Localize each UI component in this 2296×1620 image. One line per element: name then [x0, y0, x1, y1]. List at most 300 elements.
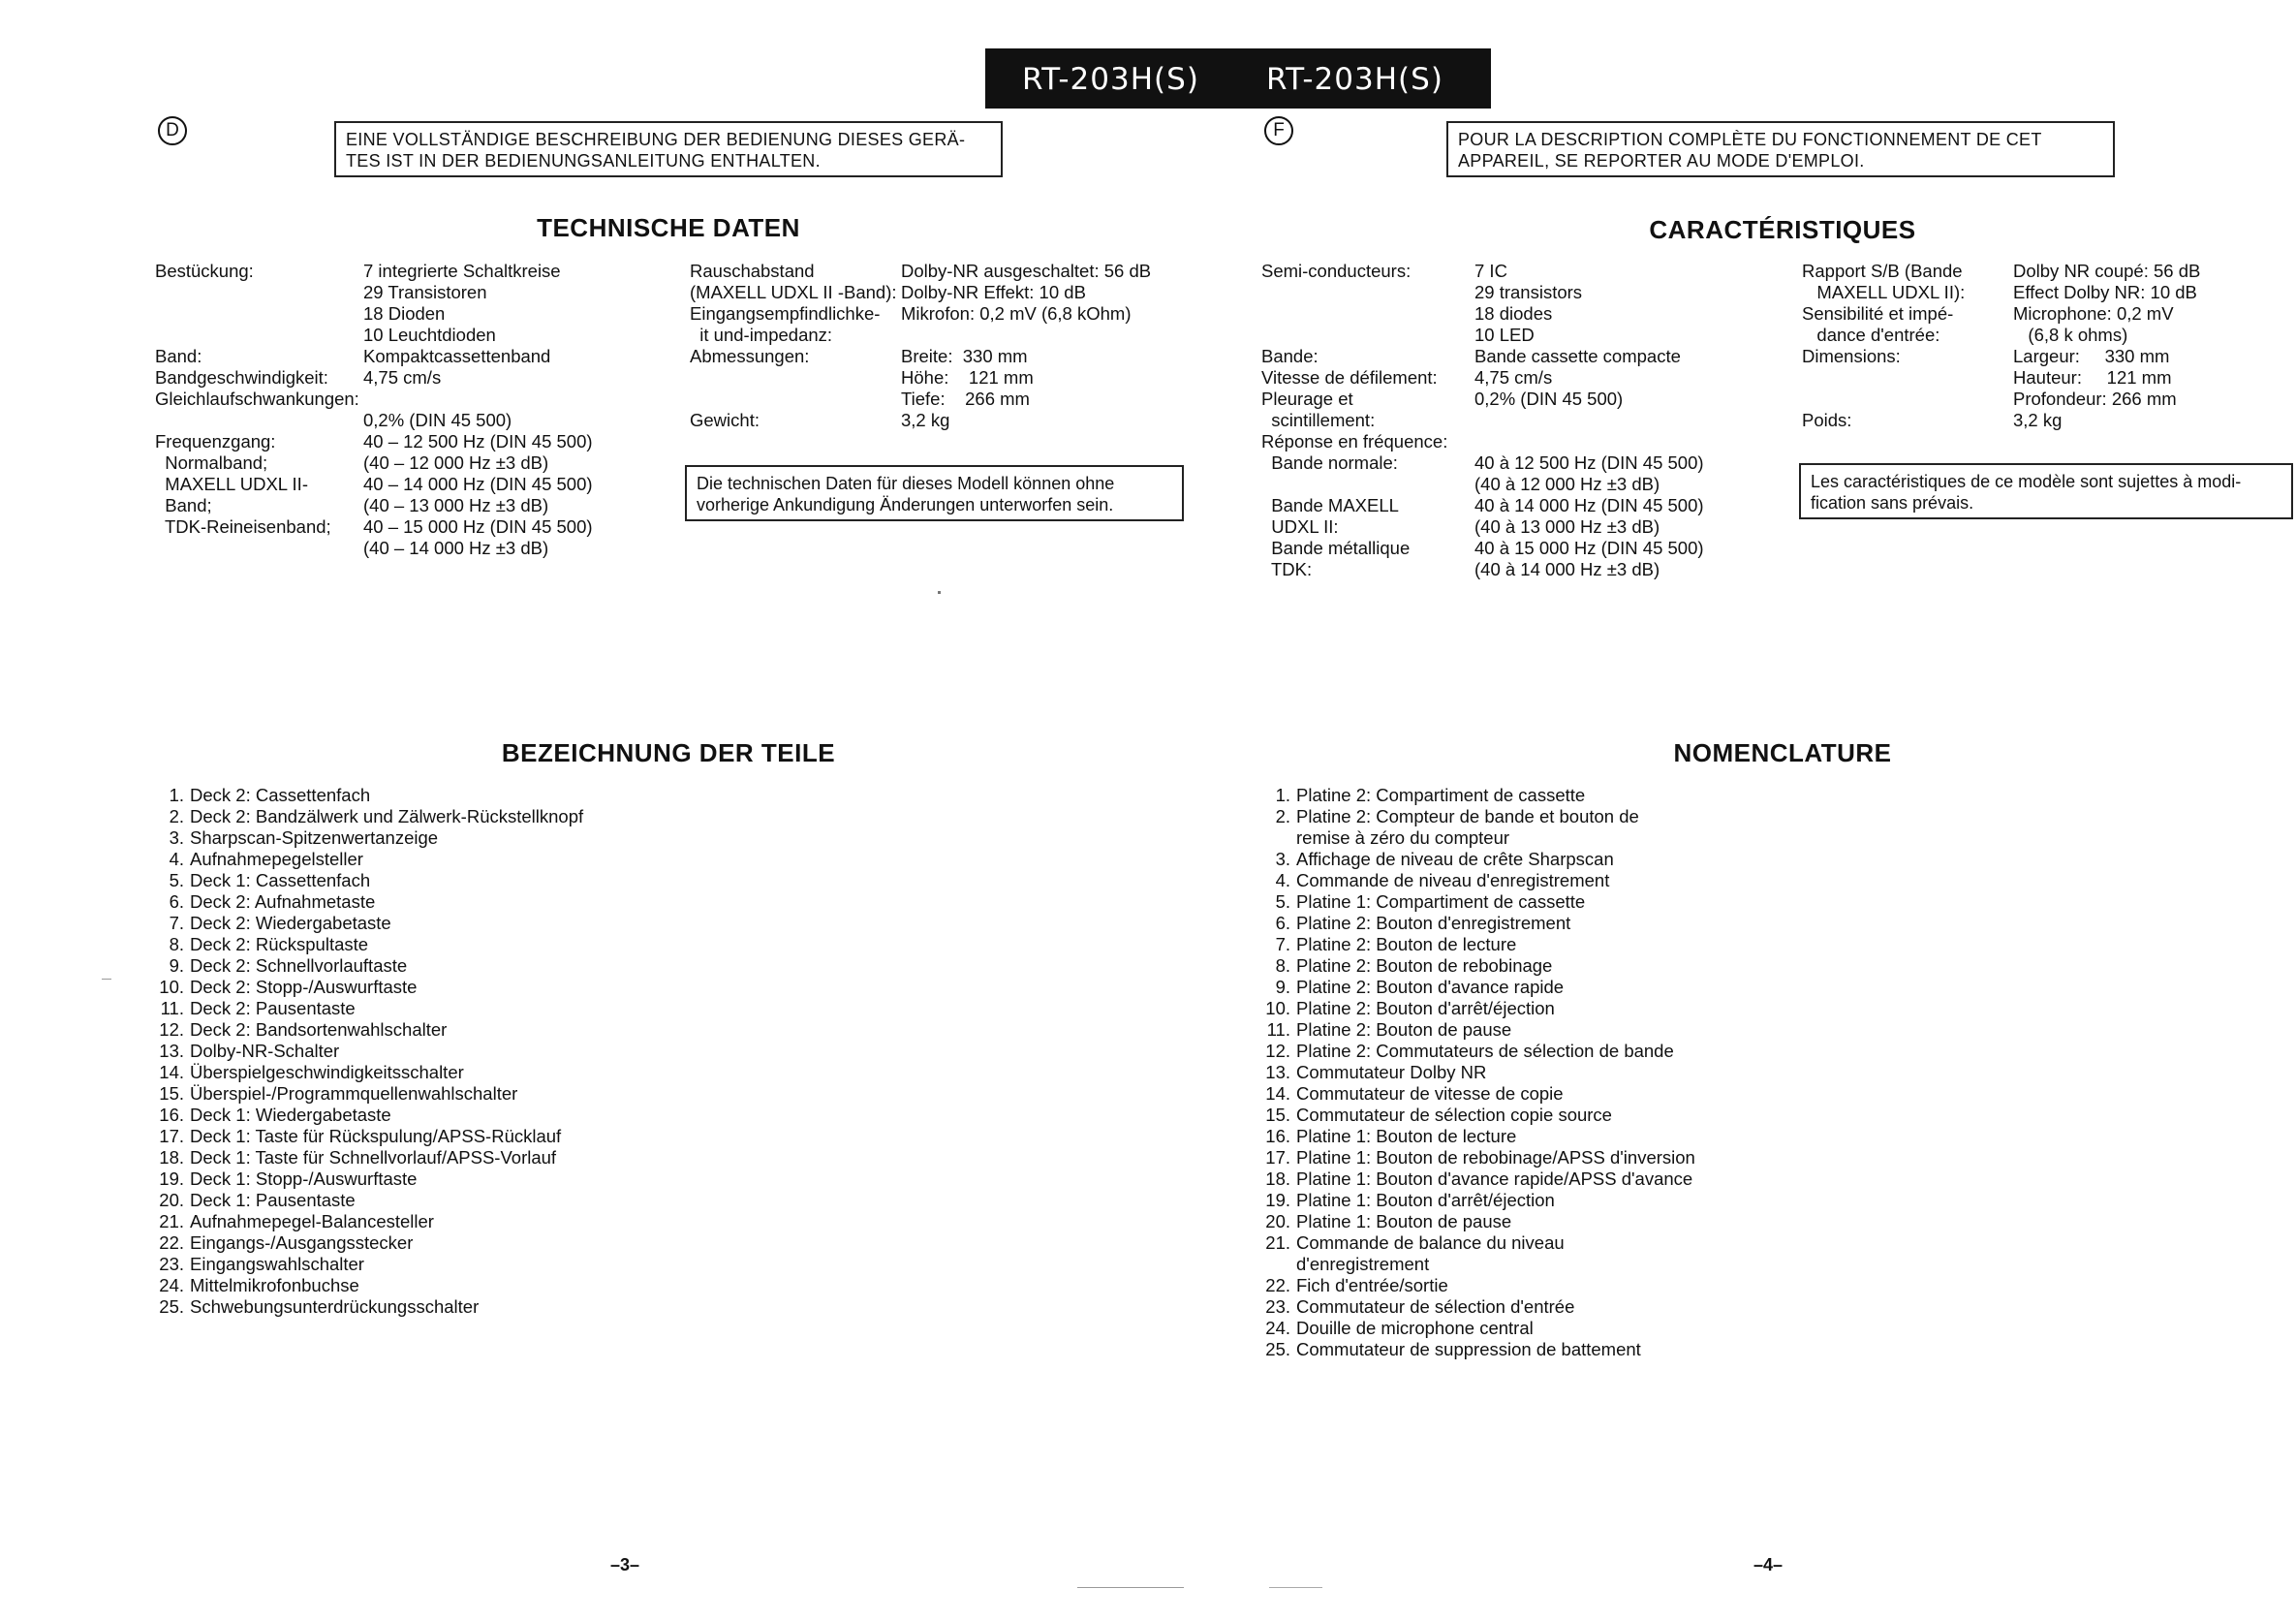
- list-item-number: 18.: [1265, 1168, 1290, 1189]
- list-item: [145, 1083, 746, 1105]
- spec-label: MAXELL UDXL II):: [1802, 282, 1966, 302]
- spec-row: [1261, 474, 1804, 495]
- list-item: [1252, 1339, 1872, 1360]
- list-item-number: 10.: [1265, 998, 1290, 1018]
- spec-label: Gleichlaufschwankungen:: [155, 389, 359, 409]
- spec-label: TDK-Reineisenband;: [155, 516, 331, 537]
- german-language-mark: D: [158, 116, 187, 145]
- german-specs-column-1: [155, 261, 659, 559]
- spec-value: (40 – 12 000 Hz ±3 dB): [363, 452, 549, 473]
- list-item-text: Platine 2: Compartiment de cassette: [1296, 785, 1586, 805]
- spec-row: [155, 431, 659, 452]
- spec-row: [155, 474, 659, 495]
- list-item-number: 11.: [1266, 1019, 1290, 1040]
- spec-row: [690, 367, 1194, 389]
- list-item-number: 24.: [159, 1275, 184, 1295]
- list-item-text: Schwebungsunterdrückungsschalter: [190, 1296, 480, 1317]
- list-item: [1252, 998, 1872, 1019]
- spec-row: [1261, 452, 1804, 474]
- list-item-text: Deck 2: Schnellvorlauftaste: [190, 955, 408, 976]
- list-item: [1252, 955, 1872, 977]
- list-item-text: Deck 1: Pausentaste: [190, 1190, 356, 1210]
- list-item-number: 5.: [1275, 891, 1290, 912]
- list-item: [145, 827, 746, 849]
- french-specs-column-2: [1802, 261, 2286, 431]
- list-item-text: Deck 2: Bandsortenwahlschalter: [190, 1019, 448, 1040]
- list-item-text: Eingangs-/Ausgangsstecker: [190, 1232, 414, 1253]
- list-item-number: 12.: [1265, 1041, 1290, 1061]
- list-item-text: Commutateur de sélection copie source: [1296, 1105, 1612, 1125]
- list-item-text: Platine 2: Bouton de pause: [1296, 1019, 1512, 1040]
- list-item-number: 22.: [1265, 1275, 1290, 1295]
- list-item-number: 7.: [169, 913, 184, 933]
- list-item-text: Deck 1: Cassettenfach: [190, 870, 371, 890]
- spec-row: [690, 389, 1194, 410]
- spec-value: 40 – 14 000 Hz (DIN 45 500): [363, 474, 593, 494]
- spec-row: [1802, 346, 2286, 367]
- list-item: [145, 1254, 746, 1275]
- list-item-text: Platine 1: Bouton d'avance rapide/APSS d'avance: [1296, 1168, 1693, 1189]
- spec-value: 10 LED: [1474, 325, 1535, 345]
- list-item-number: 4.: [1275, 870, 1290, 890]
- list-item: [145, 977, 746, 998]
- list-item: [145, 1126, 746, 1147]
- german-notice-box: [334, 121, 1003, 177]
- list-item-text: Platine 2: Bouton d'enregistrement: [1296, 913, 1571, 933]
- spec-row: [155, 495, 659, 516]
- list-item-number: 25.: [159, 1296, 184, 1317]
- french-notice-box: [1446, 121, 2115, 177]
- spec-row: [1802, 325, 2286, 346]
- spec-value: Dolby NR coupé: 56 dB: [2013, 261, 2201, 281]
- list-item-number: 21.: [159, 1211, 184, 1231]
- french-notice-line-2: APPAREIL, SE REPORTER AU MODE D'EMPLOI.: [1458, 151, 1865, 171]
- spec-value: (6,8 k ohms): [2013, 325, 2128, 345]
- spec-row: [1802, 367, 2286, 389]
- spec-value: Tiefe: 266 mm: [901, 389, 1030, 409]
- spec-value: Dolby-NR ausgeschaltet: 56 dB: [901, 261, 1152, 281]
- list-item-number: 1.: [169, 785, 184, 805]
- list-item: [1252, 977, 1872, 998]
- list-item-text: Deck 1: Stopp-/Auswurftaste: [190, 1168, 418, 1189]
- spec-value: 18 Dioden: [363, 303, 446, 324]
- list-item-text: Platine 2: Bouton d'avance rapide: [1296, 977, 1565, 997]
- spec-value: Profondeur: 266 mm: [2013, 389, 2177, 409]
- list-item: [1252, 1041, 1872, 1062]
- spec-value: 29 transistors: [1474, 282, 1583, 302]
- spec-row: [155, 346, 659, 367]
- list-item-text: Commutateur Dolby NR: [1296, 1062, 1487, 1082]
- spec-label: UDXL II:: [1261, 516, 1339, 537]
- list-item-text: Affichage de niveau de crête Sharpscan: [1296, 849, 1614, 869]
- list-item-text: Commutateur de sélection d'entrée: [1296, 1296, 1575, 1317]
- spec-row: [1261, 261, 1804, 282]
- french-spec-note: [1799, 463, 2293, 519]
- list-item: [1252, 1318, 1872, 1339]
- spec-row: [690, 325, 1194, 346]
- spec-value: 4,75 cm/s: [1474, 367, 1553, 388]
- list-item-text: Douille de microphone central: [1296, 1318, 1534, 1338]
- spec-row: [1261, 410, 1804, 431]
- list-item: [145, 1168, 746, 1190]
- spec-row: [1802, 261, 2286, 282]
- spec-row: [1261, 389, 1804, 410]
- list-item-number: 6.: [169, 891, 184, 912]
- spec-value: (40 – 14 000 Hz ±3 dB): [363, 538, 549, 558]
- spec-value: Kompaktcassettenband: [363, 346, 551, 366]
- list-item: [1252, 1211, 1872, 1232]
- list-item-text: Deck 1: Taste für Rückspulung/APSS-Rücklauf: [190, 1126, 562, 1146]
- spec-value: 40 – 15 000 Hz (DIN 45 500): [363, 516, 593, 537]
- list-item-text: Aufnahmepegel-Balancesteller: [190, 1211, 434, 1231]
- list-item-number: 19.: [1265, 1190, 1290, 1210]
- model-banner: [985, 48, 1491, 109]
- spec-label: (MAXELL UDXL II -Band):: [690, 282, 897, 302]
- spec-label: Eingangsempfindlichke-: [690, 303, 881, 324]
- spec-value: Hauteur: 121 mm: [2013, 367, 2172, 388]
- list-item-number: 17.: [1265, 1147, 1290, 1168]
- french-parts-heading: NOMENCLATURE: [1673, 738, 1892, 767]
- list-item-number: 10.: [159, 977, 184, 997]
- list-item: [1252, 827, 1872, 849]
- spec-value: Höhe: 121 mm: [901, 367, 1034, 388]
- list-item-text: Commutateur de vitesse de copie: [1296, 1083, 1564, 1104]
- list-item: [145, 1105, 746, 1126]
- spec-value: 29 Transistoren: [363, 282, 487, 302]
- list-item-number: 9.: [169, 955, 184, 976]
- list-item-number: 11.: [160, 998, 184, 1018]
- french-language-mark: F: [1264, 116, 1293, 145]
- list-item-number: 19.: [159, 1168, 184, 1189]
- list-item-number: 8.: [1275, 955, 1290, 976]
- list-item-number: 15.: [1265, 1105, 1290, 1125]
- spec-label: Pleurage et: [1261, 389, 1353, 409]
- spec-row: [1261, 538, 1804, 559]
- list-item-number: 20.: [1265, 1211, 1290, 1231]
- list-item-number: 2.: [1275, 806, 1290, 826]
- list-item-number: 21.: [1265, 1232, 1290, 1253]
- french-spec-heading: CARACTÉRISTIQUES: [1649, 215, 1916, 244]
- spec-row: [1261, 516, 1804, 538]
- spec-row: [1261, 346, 1804, 367]
- list-item-number: 3.: [1275, 849, 1290, 869]
- list-item-number: 12.: [159, 1019, 184, 1040]
- french-page-number: –4–: [1753, 1555, 1784, 1574]
- spec-value: 3,2 kg: [2013, 410, 2063, 430]
- list-item: [145, 955, 746, 977]
- spec-row: [1261, 559, 1804, 580]
- model-title-left: RT-203H(S): [1022, 62, 1199, 97]
- list-item: [1252, 1126, 1872, 1147]
- scan-mark: [102, 979, 111, 980]
- list-item: [1252, 870, 1872, 891]
- list-item-number: 1.: [1275, 785, 1290, 805]
- spec-value: 7 IC: [1474, 261, 1507, 281]
- list-item-text: Platine 2: Bouton de rebobinage: [1296, 955, 1553, 976]
- spec-value: (40 – 13 000 Hz ±3 dB): [363, 495, 549, 515]
- list-item: [1252, 891, 1872, 913]
- spec-value: Effect Dolby NR: 10 dB: [2013, 282, 2197, 302]
- spec-label: Gewicht:: [690, 410, 760, 430]
- spec-row: [155, 389, 659, 410]
- list-item-text: Deck 2: Rückspultaste: [190, 934, 369, 954]
- list-item: [1252, 1190, 1872, 1211]
- spec-label: TDK:: [1261, 559, 1313, 579]
- list-item-number: 16.: [159, 1105, 184, 1125]
- spec-row: [155, 325, 659, 346]
- list-item-number: 20.: [159, 1190, 184, 1210]
- list-item-text: Dolby-NR-Schalter: [190, 1041, 340, 1061]
- german-spec-note: [685, 465, 1184, 521]
- german-spec-heading: TECHNISCHE DATEN: [537, 213, 800, 242]
- german-parts-heading: BEZEICHNUNG DER TEILE: [501, 738, 836, 767]
- spec-label: dance d'entrée:: [1802, 325, 1940, 345]
- list-item-number: 25.: [1265, 1339, 1290, 1359]
- list-item: [145, 785, 746, 806]
- list-item: [145, 870, 746, 891]
- spec-value: 0,2% (DIN 45 500): [363, 410, 512, 430]
- list-item-text: Deck 2: Aufnahmetaste: [190, 891, 376, 912]
- list-item: [145, 1232, 746, 1254]
- list-item: [1252, 1147, 1872, 1168]
- french-parts-list: [1252, 785, 1872, 1360]
- list-item: [1252, 1232, 1872, 1254]
- spec-label: Normalband;: [155, 452, 268, 473]
- list-item-number: 14.: [1265, 1083, 1290, 1104]
- list-item-number: 4.: [169, 849, 184, 869]
- french-notice-line-1: POUR LA DESCRIPTION COMPLÈTE DU FONCTIONNEMENT DE CET: [1458, 130, 2042, 149]
- spec-label: Dimensions:: [1802, 346, 1901, 366]
- spec-label: Bande:: [1261, 346, 1319, 366]
- spec-label: Rapport S/B (Bande: [1802, 261, 1963, 281]
- list-item-text: remise à zéro du compteur: [1296, 827, 1510, 848]
- list-item: [1252, 1019, 1872, 1041]
- spec-row: [1261, 303, 1804, 325]
- list-item: [1252, 1275, 1872, 1296]
- list-item: [1252, 806, 1872, 827]
- list-item-number: 8.: [169, 934, 184, 954]
- spec-label: Bandgeschwindigkeit:: [155, 367, 328, 388]
- list-item-text: Commande de balance du niveau: [1296, 1232, 1565, 1253]
- list-item-text: Deck 1: Wiedergabetaste: [190, 1105, 391, 1125]
- spec-label: scintillement:: [1261, 410, 1376, 430]
- list-item-number: 14.: [159, 1062, 184, 1082]
- german-notice-line-2: TES IST IN DER BEDIENUNGSANLEITUNG ENTHALTEN.: [346, 151, 821, 171]
- list-item: [1252, 785, 1872, 806]
- spec-row: [1802, 282, 2286, 303]
- list-item-text: Platine 2: Bouton de lecture: [1296, 934, 1517, 954]
- list-item-text: Platine 1: Bouton de pause: [1296, 1211, 1512, 1231]
- list-item-number: 3.: [169, 827, 184, 848]
- list-item-text: Platine 2: Commutateurs de sélection de bande: [1296, 1041, 1674, 1061]
- spec-label: Rauschabstand: [690, 261, 815, 281]
- german-page-number: –3–: [610, 1555, 640, 1574]
- spec-value: (40 à 12 000 Hz ±3 dB): [1474, 474, 1660, 494]
- spec-value: 7 integrierte Schaltkreise: [363, 261, 561, 281]
- spec-row: [1802, 303, 2286, 325]
- list-item: [1252, 913, 1872, 934]
- spec-label: Réponse en fréquence:: [1261, 431, 1448, 452]
- list-item: [145, 806, 746, 827]
- french-spec-note-line-1: Les caractéristiques de ce modèle sont sujettes à modi-: [1811, 472, 2242, 491]
- spec-row: [1261, 431, 1804, 452]
- spec-value: 40 à 15 000 Hz (DIN 45 500): [1474, 538, 1704, 558]
- list-item-text: Mittelmikrofonbuchse: [190, 1275, 359, 1295]
- list-item: [1252, 1296, 1872, 1318]
- list-item-number: 15.: [159, 1083, 184, 1104]
- spec-label: MAXELL UDXL II-: [155, 474, 308, 494]
- list-item: [1252, 1062, 1872, 1083]
- spec-row: [1261, 367, 1804, 389]
- list-item: [1252, 934, 1872, 955]
- spec-label: Abmessungen:: [690, 346, 810, 366]
- list-item-text: Platine 1: Bouton de rebobinage/APSS d'inversion: [1296, 1147, 1695, 1168]
- list-item: [1252, 1168, 1872, 1190]
- list-item: [145, 1275, 746, 1296]
- list-item-number: 6.: [1275, 913, 1290, 933]
- model-title-right: RT-203H(S): [1266, 62, 1443, 97]
- list-item: [145, 913, 746, 934]
- spec-row: [155, 282, 659, 303]
- spec-label: Bestückung:: [155, 261, 254, 281]
- list-item-number: 17.: [159, 1126, 184, 1146]
- list-item-text: Platine 2: Compteur de bande et bouton de: [1296, 806, 1639, 826]
- list-item-text: Deck 1: Taste für Schnellvorlauf/APSS-Vorlauf: [190, 1147, 557, 1168]
- spec-row: [690, 261, 1194, 282]
- spec-value: 0,2% (DIN 45 500): [1474, 389, 1624, 409]
- spec-value: 40 à 12 500 Hz (DIN 45 500): [1474, 452, 1704, 473]
- french-specs-column-1: [1261, 261, 1804, 580]
- german-spec-note-line-2: vorherige Ankundigung Änderungen unterworfen sein.: [697, 495, 1114, 514]
- list-item-text: Platine 2: Bouton d'arrêt/éjection: [1296, 998, 1555, 1018]
- list-item-number: 5.: [169, 870, 184, 890]
- list-item: [145, 1041, 746, 1062]
- spec-row: [1261, 495, 1804, 516]
- spec-row: [1261, 282, 1804, 303]
- spec-value: Largeur: 330 mm: [2013, 346, 2170, 366]
- list-item-text: Commutateur de suppression de battement: [1296, 1339, 1641, 1359]
- spec-row: [690, 282, 1194, 303]
- list-item: [145, 1062, 746, 1083]
- scan-speck: [938, 591, 941, 594]
- list-item-text: Deck 2: Stopp-/Auswurftaste: [190, 977, 418, 997]
- spec-row: [155, 303, 659, 325]
- spec-value: 18 diodes: [1474, 303, 1553, 324]
- scan-mark: [1077, 1587, 1184, 1588]
- spec-row: [1261, 325, 1804, 346]
- spec-value: Bande cassette compacte: [1474, 346, 1681, 366]
- list-item-text: Platine 1: Compartiment de cassette: [1296, 891, 1586, 912]
- list-item: [145, 1296, 746, 1318]
- german-spec-note-line-1: Die technischen Daten für dieses Modell können ohne: [697, 474, 1115, 493]
- spec-row: [155, 452, 659, 474]
- scan-mark: [1269, 1587, 1322, 1588]
- list-item: [145, 1147, 746, 1168]
- list-item: [1252, 1083, 1872, 1105]
- list-item: [145, 891, 746, 913]
- spec-value: Mikrofon: 0,2 mV (6,8 kOhm): [901, 303, 1132, 324]
- list-item-text: Deck 2: Cassettenfach: [190, 785, 371, 805]
- list-item-number: 13.: [1265, 1062, 1290, 1082]
- spec-value: 4,75 cm/s: [363, 367, 442, 388]
- spec-label: Bande MAXELL: [1261, 495, 1399, 515]
- spec-row: [155, 261, 659, 282]
- list-item-text: Eingangswahlschalter: [190, 1254, 364, 1274]
- spec-row: [155, 538, 659, 559]
- list-item: [145, 1019, 746, 1041]
- spec-row: [1802, 389, 2286, 410]
- list-item-text: Platine 1: Bouton de lecture: [1296, 1126, 1517, 1146]
- list-item-number: 7.: [1275, 934, 1290, 954]
- spec-label: Sensibilité et impé-: [1802, 303, 1954, 324]
- spec-label: Bande normale:: [1261, 452, 1398, 473]
- list-item-text: Überspiel-/Programmquellenwahlschalter: [190, 1083, 518, 1104]
- list-item-number: 23.: [1265, 1296, 1290, 1317]
- list-item: [1252, 849, 1872, 870]
- spec-label: it und-impedanz:: [690, 325, 833, 345]
- list-item-number: 2.: [169, 806, 184, 826]
- spec-row: [690, 410, 1194, 431]
- list-item-text: Deck 2: Pausentaste: [190, 998, 356, 1018]
- list-item: [145, 849, 746, 870]
- spec-value: 40 – 12 500 Hz (DIN 45 500): [363, 431, 593, 452]
- list-item-text: Commande de niveau d'enregistrement: [1296, 870, 1610, 890]
- spec-value: 3,2 kg: [901, 410, 950, 430]
- spec-label: Poids:: [1802, 410, 1852, 430]
- list-item-text: Platine 1: Bouton d'arrêt/éjection: [1296, 1190, 1555, 1210]
- spec-value: 10 Leuchtdioden: [363, 325, 496, 345]
- list-item: [1252, 1254, 1872, 1275]
- list-item-text: d'enregistrement: [1296, 1254, 1430, 1274]
- spec-value: 40 à 14 000 Hz (DIN 45 500): [1474, 495, 1704, 515]
- list-item-text: Deck 2: Wiedergabetaste: [190, 913, 391, 933]
- list-item-text: Aufnahmepegelsteller: [190, 849, 363, 869]
- spec-value: (40 à 13 000 Hz ±3 dB): [1474, 516, 1660, 537]
- list-item: [145, 1190, 746, 1211]
- spec-label: Bande métallique: [1261, 538, 1411, 558]
- list-item: [145, 1211, 746, 1232]
- list-item-text: Deck 2: Bandzälwerk und Zälwerk-Rückstellknopf: [190, 806, 584, 826]
- spec-label: Semi-conducteurs:: [1261, 261, 1412, 281]
- spec-row: [155, 516, 659, 538]
- list-item-number: 24.: [1265, 1318, 1290, 1338]
- spec-label: Frequenzgang:: [155, 431, 276, 452]
- list-item-text: Sharpscan-Spitzenwertanzeige: [190, 827, 439, 848]
- list-item: [145, 934, 746, 955]
- spec-label: Band;: [155, 495, 212, 515]
- spec-row: [690, 346, 1194, 367]
- list-item-number: 23.: [159, 1254, 184, 1274]
- list-item-number: 18.: [159, 1147, 184, 1168]
- list-item-number: 16.: [1265, 1126, 1290, 1146]
- list-item-number: 22.: [159, 1232, 184, 1253]
- spec-row: [690, 303, 1194, 325]
- spec-label: Vitesse de défilement:: [1261, 367, 1438, 388]
- german-notice-line-1: EINE VOLLSTÄNDIGE BESCHREIBUNG DER BEDIENUNG DIESES GERÄ-: [346, 130, 966, 149]
- german-parts-list: [145, 785, 746, 1318]
- german-specs-column-2: [690, 261, 1194, 431]
- spec-row: [155, 410, 659, 431]
- spec-row: [1802, 410, 2286, 431]
- list-item: [145, 998, 746, 1019]
- list-item-text: Überspielgeschwindigkeitsschalter: [190, 1062, 464, 1082]
- spec-value: Dolby-NR Effekt: 10 dB: [901, 282, 1086, 302]
- list-item-number: 13.: [159, 1041, 184, 1061]
- list-item: [1252, 1105, 1872, 1126]
- spec-value: Microphone: 0,2 mV: [2013, 303, 2174, 324]
- spec-value: (40 à 14 000 Hz ±3 dB): [1474, 559, 1660, 579]
- spec-label: Band:: [155, 346, 202, 366]
